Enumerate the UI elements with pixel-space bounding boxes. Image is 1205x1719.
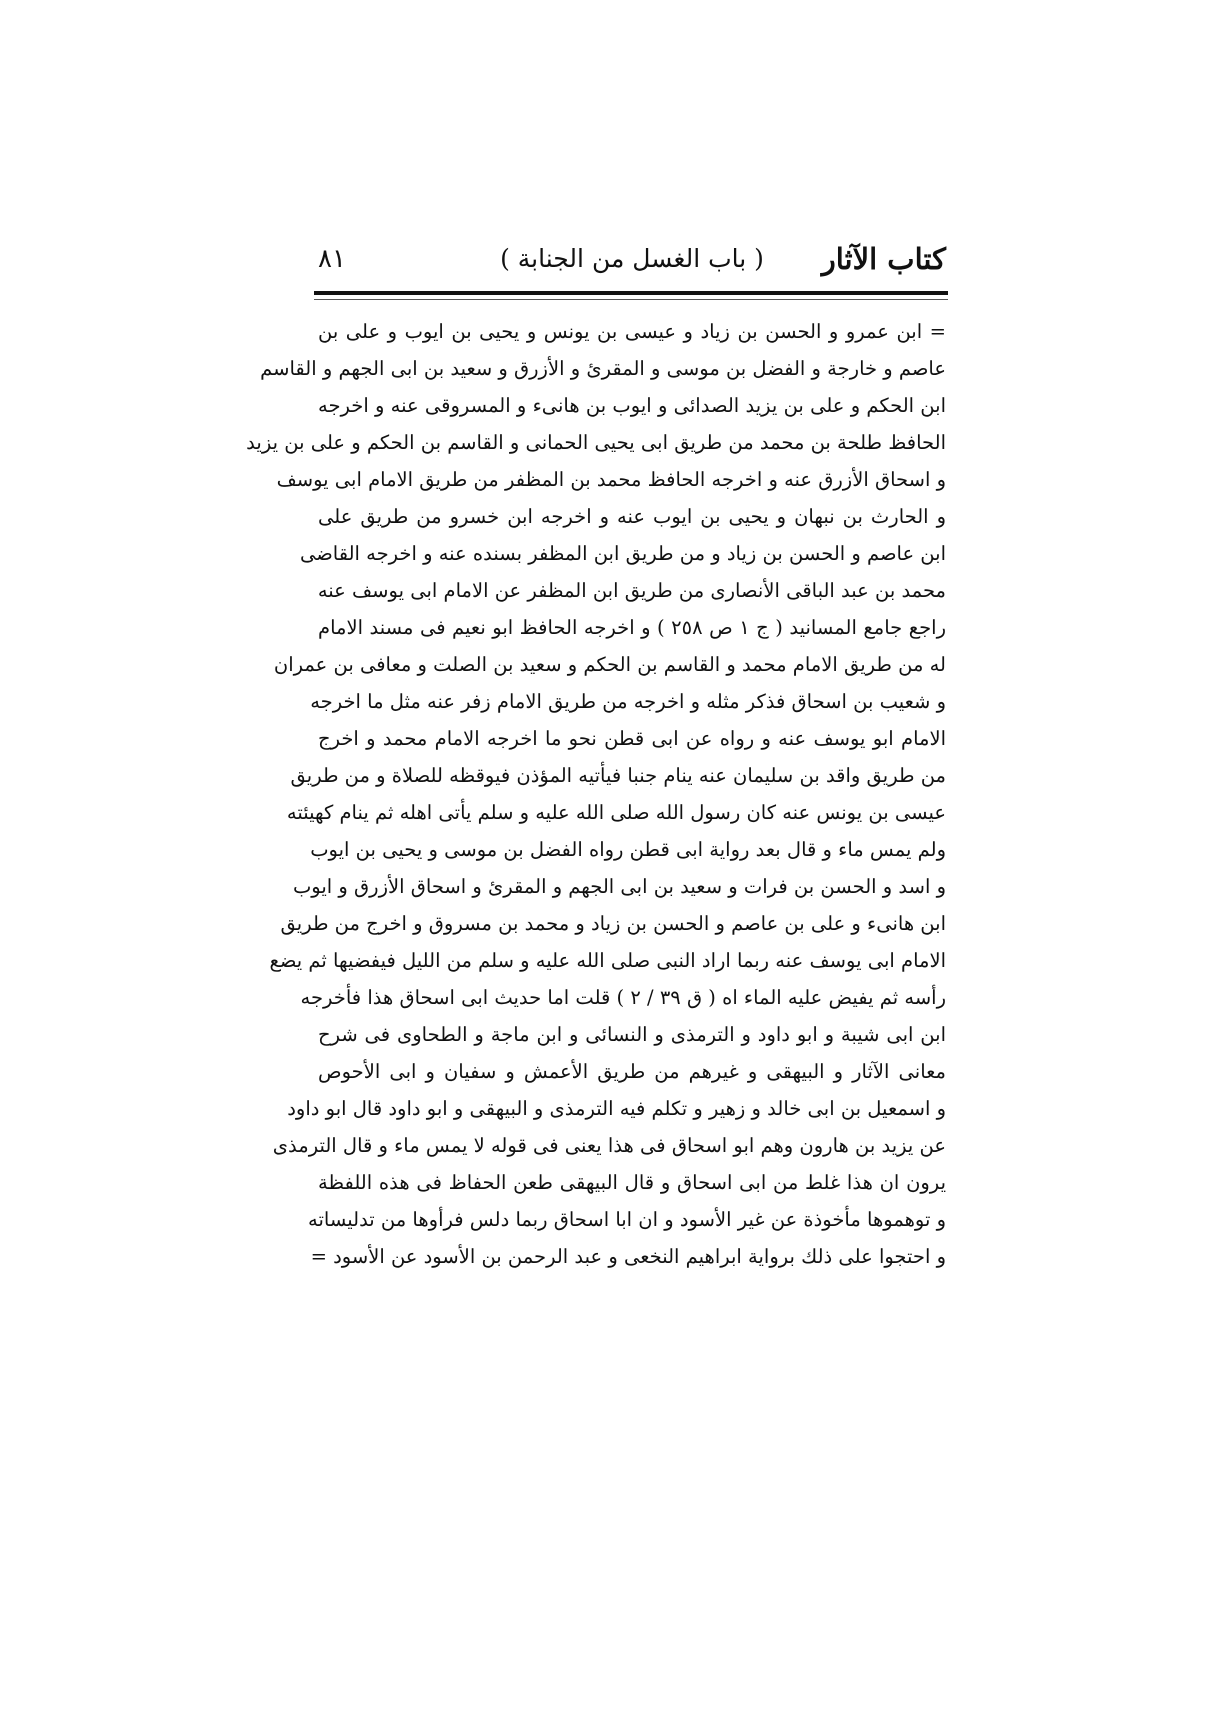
text-line: الامام ابى يوسف عنه ربما اراد النبى صلى الله عليه و سلم من الليل فيفضيها ثم يضع — [269, 949, 946, 972]
text-line: و اسمعيل بن ابى خالد و زهير و تكلم فيه الترمذى و البيهقى و ابو داود قال ابو داود — [287, 1097, 946, 1120]
page-header — [318, 238, 946, 288]
text-line: ابن ابى شيبة و ابو داود و الترمذى و النسائى و ابن ماجة و الطحاوى فى شرح — [318, 1023, 946, 1046]
text-line: و احتجوا على ذلك برواية ابراهيم النخعى و عبد الرحمن بن الأسود عن الأسود = — [310, 1245, 946, 1268]
text-line: و الحارث بن نبهان و يحيى بن ايوب عنه و اخرجه ابن خسرو من طريق على — [318, 505, 946, 528]
body-text — [246, 313, 946, 1275]
text-line: رأسه ثم يفيض عليه الماء اه ( ق ٣٩ / ٢ ) قلت اما حديث ابى اسحاق هذا فأخرجه — [300, 986, 946, 1009]
text-line: ابن الحكم و على بن يزيد الصدائى و ايوب بن هانىء و المسروقى عنه و اخرجه — [318, 394, 946, 417]
text-line: عيسى بن يونس عنه كان رسول الله صلى الله عليه و سلم يأتى اهله ثم ينام كهيئته — [286, 801, 946, 824]
text-line: الامام ابو يوسف عنه و رواه عن ابى قطن نحو ما اخرجه الامام محمد و اخرج — [318, 727, 946, 750]
text-line: محمد بن عبد الباقى الأنصارى من طريق ابن المظفر عن الامام ابى يوسف عنه — [317, 579, 946, 602]
text-line: = ابن عمرو و الحسن بن زياد و عيسى بن يونس و يحيى بن ايوب و على بن — [318, 320, 946, 343]
header-rule-thick — [314, 291, 948, 295]
text-line: عاصم و خارجة و الفضل بن موسى و المقرئ و الأزرق و سعيد بن ابى الجهم و القاسم — [260, 357, 946, 380]
text-line: يرون ان هذا غلط من ابى اسحاق و قال البيهقى طعن الحفاظ فى هذه اللفظة — [318, 1171, 946, 1194]
text-line: من طريق واقد بن سليمان عنه ينام جنبا فيأتيه المؤذن فيوقظه للصلاة و من طريق — [290, 764, 946, 787]
page-number: ٨١ — [318, 244, 346, 274]
text-line: ولم يمس ماء و قال بعد رواية ابى قطن رواه الفضل بن موسى و يحيى بن ايوب — [310, 838, 946, 861]
text-line: و اسد و الحسن بن فرات و سعيد بن ابى الجهم و المقرئ و اسحاق الأزرق و ايوب — [292, 875, 946, 898]
text-line: راجع جامع المسانيد ( ج ١ ص ٢٥٨ ) و اخرجه الحافظ ابو نعيم فى مسند الامام — [318, 616, 946, 639]
chapter-title: ( باب الغسل من الجنابة ) — [500, 244, 764, 273]
text-line: و توهموها مأخوذة عن غير الأسود و ان ابا اسحاق ربما دلس فرأوها من تدليساته — [308, 1208, 946, 1231]
text-line: ابن هانىء و على بن عاصم و الحسن بن زياد و محمد بن مسروق و اخرج من طريق — [280, 912, 946, 935]
book-title: كتاب الآثار — [821, 242, 946, 276]
text-line: ابن عاصم و الحسن بن زياد و من طريق ابن المظفر بسنده عنه و اخرجه القاضى — [299, 542, 946, 565]
header-rule-thin — [314, 299, 948, 300]
text-line: الحافظ طلحة بن محمد من طريق ابى يحيى الحمانى و القاسم بن الحكم و على بن يزيد — [246, 431, 946, 454]
text-line: معانى الآثار و البيهقى و غيرهم من طريق الأعمش و سفيان و ابى الأحوص — [318, 1060, 946, 1083]
text-line: و اسحاق الأزرق عنه و اخرجه الحافظ محمد بن المظفر من طريق الامام ابى يوسف — [276, 468, 946, 491]
text-line: عن يزيد بن هارون وهم ابو اسحاق فى هذا يعنى فى قوله لا يمس ماء و قال الترمذى — [272, 1134, 946, 1157]
text-line: و شعيب بن اسحاق فذكر مثله و اخرجه من طريق الامام زفر عنه مثل ما اخرجه — [310, 690, 946, 713]
text-line: له من طريق الامام محمد و القاسم بن الحكم و سعيد بن الصلت و معافى بن عمران — [273, 653, 946, 676]
